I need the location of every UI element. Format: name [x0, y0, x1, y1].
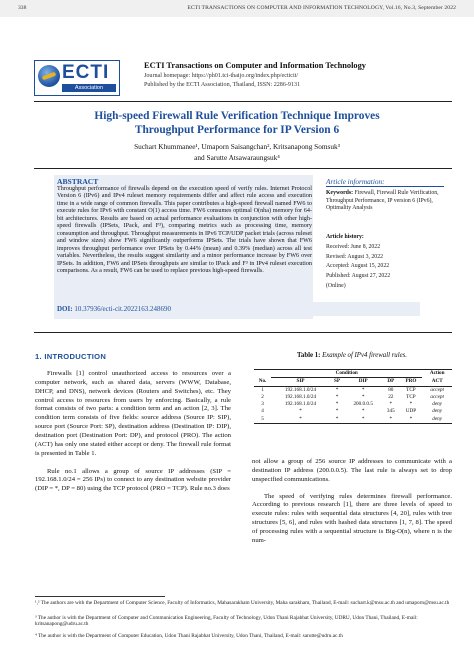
cell: *	[399, 416, 422, 424]
cell: *	[389, 401, 393, 408]
table-row	[254, 401, 452, 408]
table-caption	[252, 352, 452, 359]
cell: *	[335, 393, 339, 400]
title-divider	[34, 168, 452, 169]
col-header: SP	[330, 378, 344, 386]
footnote: ⁴ The author is with the Department of Computer Education, Udon Thani Rajabhat University, Udon Thani, Thailand, E-mail: sarutte@udru.ac.th	[35, 633, 343, 639]
left-column	[35, 370, 231, 494]
cell: *	[335, 401, 339, 408]
authors-line: and Sarutte Atsawaraungsuk⁴	[194, 152, 280, 162]
cell: *	[344, 416, 382, 424]
cell: 22	[388, 393, 394, 400]
accepted-date: Accepted: August 15, 2022	[326, 263, 390, 270]
abstract-heading: ABSTRACT	[57, 177, 99, 186]
title-line: High-speed Firewall Rule Verification Technique Improves	[94, 110, 380, 122]
col-header: ACT	[422, 378, 452, 386]
page-number: 338	[18, 5, 27, 11]
cell: 200.0.0.5	[353, 401, 373, 408]
footnote: ¹,² The authors are with the Department of Computer Science, Faculty of Informatics, Mahasarakham University, Maha sarakham, Thailand, E-mail: suchart.k@msu.ac.th and umaporn@msu.ac.th	[35, 600, 450, 606]
logo-word: ECTI	[62, 62, 110, 83]
cell: *	[361, 393, 365, 400]
journal-info	[144, 61, 464, 88]
caption-text: Example of IPv4 firewall rules.	[322, 352, 407, 359]
doi-label: DOI:	[57, 305, 73, 313]
header-divider	[34, 101, 452, 102]
cell: deny	[432, 401, 443, 408]
revised-date: Revised: August 3, 2022	[326, 253, 384, 260]
cell: *	[361, 386, 365, 393]
journal-homepage: Journal homepage: https://ph01.tci-thaijo.org/index.php/ecticit/	[144, 73, 299, 79]
table-row	[254, 386, 452, 394]
cell: TCP	[406, 393, 416, 400]
cell: 3	[261, 401, 264, 408]
cell: 345	[386, 408, 395, 415]
logo-tagline: Association	[62, 84, 116, 92]
cell: *	[335, 408, 339, 415]
cell: 1	[261, 386, 264, 393]
col-header: SIP	[271, 378, 330, 386]
action-header: Action	[422, 370, 452, 378]
footnote: ³ The author is with the Department of Computer and Communication Engineering, Faculty of Technology, Udon Thani Rajabhat University, UDRU, Udon Thani, Thailand, E-mail: kritsanapong@udru.ac.th	[35, 615, 418, 628]
article-history	[326, 243, 444, 292]
running-title: ECTI TRANSACTIONS ON COMPUTER AND INFORMATION TECHNOLOGY, Vol.16, No.3, September 2022	[187, 5, 456, 11]
author-list	[60, 142, 414, 163]
cell: TCP	[406, 386, 416, 393]
firewall-rules-table	[254, 369, 452, 424]
cell: *	[361, 408, 365, 415]
cell: *	[382, 416, 399, 424]
col-header: No.	[254, 378, 271, 386]
ecti-logo	[34, 60, 120, 96]
table-row	[254, 416, 452, 424]
abstract-text: Throughput performance of firewalls depend on the execution speed of verify rules. Internet Protocol Version 6 (IPv6) and IPv4 ruleset memory requirements differ and affect rule access and execution time in a wide range of common firewalls. This paper contributes a high-speed firewall named FW6 to execute rules for IPv6 with constant O(1) access time. FW6 consumes optimal O(nha) memory for 64-bit architectures. Results are based on actual performance evaluations in conjunction with other high-speed firewalls (IPSets, IPack, and F³), comparing metrics such as processing time, memory consumption and throughput. Throughput measurements in IPv6 TCP/UDP packet trials (across ruleset and window sizes) show FW6 significantly outperforms IPSets. The trials have shown that FW6 improves throughput performance over IPSets by 0.44% (mean) and 0.39% (median) across all test variables. Nevertheless, the results suggest similarity and a minor performance increase by FW6 over IPSets. In addition, FW6 and IPSets throughputs are similar to IPack and F³ in IPv4 ruleset execution comparisons. As a result, FW6 can be used to replace previous high-speed firewalls.	[57, 186, 312, 275]
cell: 80	[388, 386, 394, 393]
keywords-text: Firewall, Firewall Rule Verification, Throughput Performance, IP version 6 (IPv6), Optimality Analysis	[326, 190, 439, 211]
cell: *	[299, 408, 302, 415]
footnote-rule	[35, 596, 165, 597]
paragraph: The speed of verifying rules determines firewall performance. According to previous research [1], there are three levels of speed to execute rules: rules with sequential data structures [4, 20], rules with tree structures [5, 6], and rules with hashed data structures [1, 7, 8]. The speed of processing rules with a sequential structure is Big-O(n), where n is the num-	[252, 492, 452, 544]
title-line: Throughput Performance for IP Version 6	[134, 123, 340, 136]
table-header-row	[254, 378, 452, 386]
cell: *	[335, 386, 339, 393]
authors-line: Suchart Khummanee¹, Umaporn Saisangchan², Kritsanapong Somsuk³	[134, 142, 340, 151]
cell: deny	[422, 416, 452, 424]
keywords	[326, 190, 444, 213]
article-info-divider	[326, 186, 444, 187]
table-group-header	[254, 370, 452, 378]
cell: 4	[261, 408, 264, 415]
journal-publisher: Published by the ECTI Association, Thailand, ISSN: 2286-9131	[144, 82, 301, 88]
cell: 192.168.1.0/24	[284, 393, 317, 400]
table-row	[254, 394, 452, 401]
cell: *	[330, 416, 344, 424]
doi-link[interactable]: 10.37936/ecti-cit.2022163.248690	[74, 305, 171, 313]
running-header	[0, 0, 474, 17]
article-info-heading: Article information:	[326, 177, 385, 186]
journal-name: ECTI Transactions on Computer and Information Technology	[144, 61, 366, 70]
history-heading: Article history:	[326, 234, 364, 240]
paragraph: not allow a group of 256 source IP addresses to communicate with a destination IP address (200.0.0.5). The last rule is always set to drop unspecified communications.	[252, 458, 452, 483]
cell: 5	[254, 416, 271, 424]
keywords-label: Keywords:	[326, 190, 354, 196]
cell: 192.168.1.0/24	[284, 401, 317, 408]
col-header: DIP	[344, 378, 382, 386]
globe-icon	[38, 65, 60, 87]
cell: deny	[432, 408, 443, 415]
online-note: (Online)	[326, 282, 346, 289]
cell: *	[409, 401, 413, 408]
caption-label: Table 1:	[297, 352, 321, 359]
condition-header: Condition	[271, 370, 422, 378]
cell: 2	[261, 393, 264, 400]
col-header: PRO	[399, 378, 422, 386]
cell: UDP	[405, 408, 417, 415]
paper-title	[40, 110, 434, 137]
right-column	[252, 458, 452, 546]
cell: accept	[430, 393, 444, 400]
paragraph: Firewalls [1] control unauthorized access to resources over a computer network, such as shared data, servers (WWW, Database, DHCP, and DNS), network devices (Routers and Switches), etc. They control access to resources from users by enforcing. Basically, a rule format consists of two parts: a condition term and an action [2, 3]. The condition term consists of five fields: source address (Source IP: SIP), source port (Source Port: SP), destination address (Destination IP: DIP), destination port (Destination Port: DP), and protocol (PRO). The action (ACT) has only one stated either accept or deny. The firewall rule format is presented in Table 1.	[35, 370, 231, 457]
paragraph: Rule no.1 allows a group of source IP addresses (SIP = 192.168.1.0/24 = 256 IPs) to connect to any destination website provider (DIP = *, DP = 80) using the TCP protocol (PRO = TCP). Rule no.3 does	[35, 467, 231, 493]
col-header: DP	[382, 378, 399, 386]
published-date: Published: August 27, 2022	[326, 273, 391, 280]
section-heading: 1. INTRODUCTION	[35, 352, 107, 361]
cell: 192.168.1.0/24	[284, 386, 317, 393]
received-date: Received: June 8, 2022	[326, 244, 381, 250]
doi-divider	[34, 332, 452, 333]
doi[interactable]	[57, 305, 171, 313]
table-row	[254, 408, 452, 415]
cell: accept	[430, 386, 444, 393]
cell: *	[271, 416, 330, 424]
